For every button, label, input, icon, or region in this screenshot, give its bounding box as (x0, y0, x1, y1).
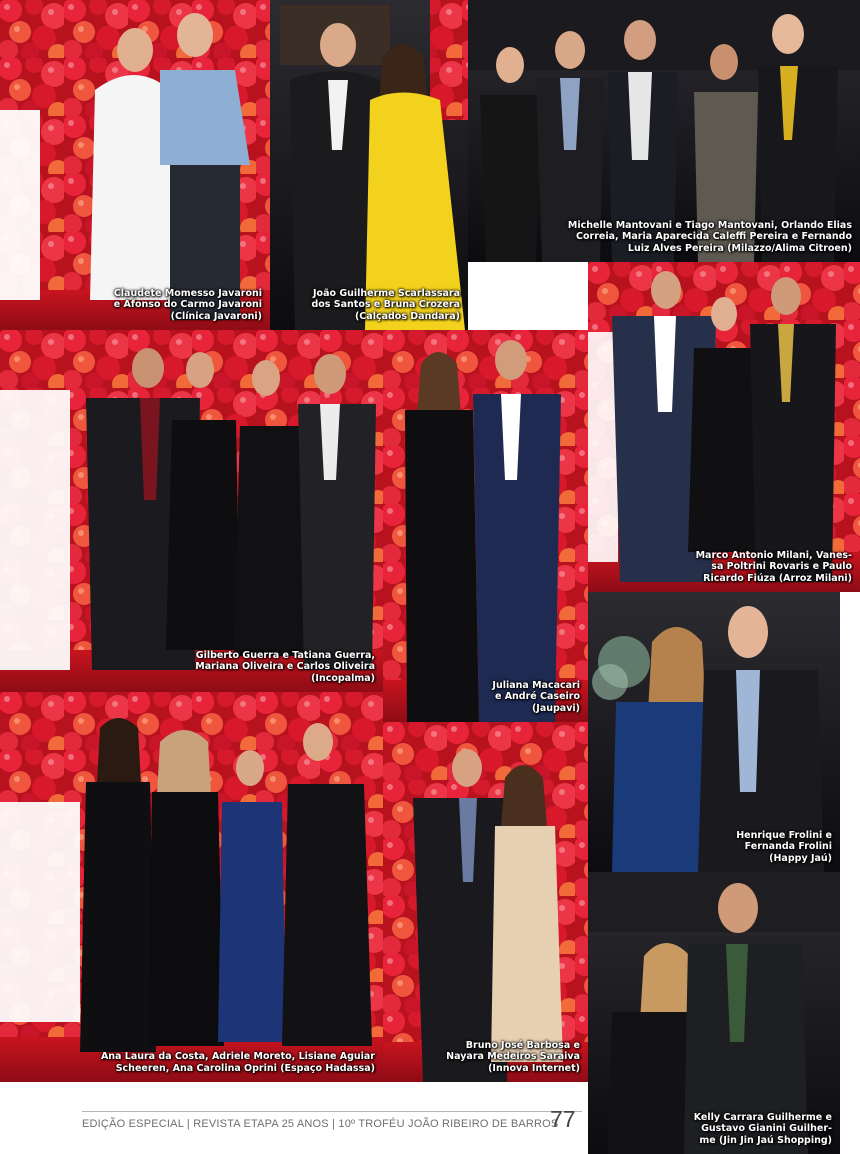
photo-happy-jau (588, 592, 840, 872)
photo-image (588, 262, 860, 592)
photo-milazzo-alima (468, 0, 860, 262)
photo-clinica-javaroni (0, 0, 270, 330)
footer-text: EDIÇÃO ESPECIAL | REVISTA ETAPA 25 ANOS | 10º TROFÉU JOÃO RIBEIRO DE BARROS (82, 1118, 559, 1130)
footer-divider (82, 1111, 582, 1112)
photo-image (0, 692, 383, 1082)
photo-caption: João Guilherme Scarlassara dos Santos e Bruna Crozera (Calçados Dandara) (311, 287, 460, 322)
photo-caption: Gilberto Guerra e Tatiana Guerra, Mariana Oliveira e Carlos Oliveira (Incopalma) (195, 649, 375, 684)
photo-image (383, 330, 588, 722)
photo-calcados-dandara (270, 0, 468, 330)
photo-image (0, 330, 383, 692)
photo-caption: Ana Laura da Costa, Adriele Moreto, Lisiane Aguiar Scheeren, Ana Carolina Oprini (Espaço Hadassa) (100, 1051, 375, 1074)
photo-caption: Henrique Frolini e Fernanda Frolini (Happy Jaú) (736, 829, 832, 864)
photo-image (270, 0, 468, 330)
photo-caption: Juliana Macacari e André Caseiro (Jaupavi) (492, 679, 580, 714)
photo-arroz-milani (588, 262, 860, 592)
photo-incopalma (0, 330, 383, 692)
photo-caption: Bruno José Barbosa e Nayara Medeiros Saraiva (Innova Internet) (446, 1039, 580, 1074)
photo-jin-jin-jau-shopping (588, 872, 840, 1154)
photo-caption: Claudete Momesso Javaroni e Afonso do Carmo Javaroni (Clínica Javaroni) (113, 287, 262, 322)
photo-caption: Marco Antonio Milani, Vanes- sa Poltrini Rovaris e Paulo Ricardo Fiúza (Arroz Milani) (695, 549, 852, 584)
photo-jaupavi (383, 330, 588, 722)
photo-caption: Michelle Mantovani e Tiago Mantovani, Orlando Elias Correia, Maria Aparecida Caleffi Pereira e Fernando Luiz Alves Pereira (Milazzo/Alima Citroen) (567, 219, 852, 254)
photo-espaco-hadassa (0, 692, 383, 1082)
photo-image (0, 0, 270, 330)
page-number: 77 (550, 1106, 576, 1132)
photo-innova-internet (383, 722, 588, 1082)
photo-caption: Kelly Carrara Guilherme e Gustavo Gianini Guilher- me (Jin Jin Jaú Shopping) (693, 1111, 832, 1146)
photo-image (383, 722, 588, 1082)
